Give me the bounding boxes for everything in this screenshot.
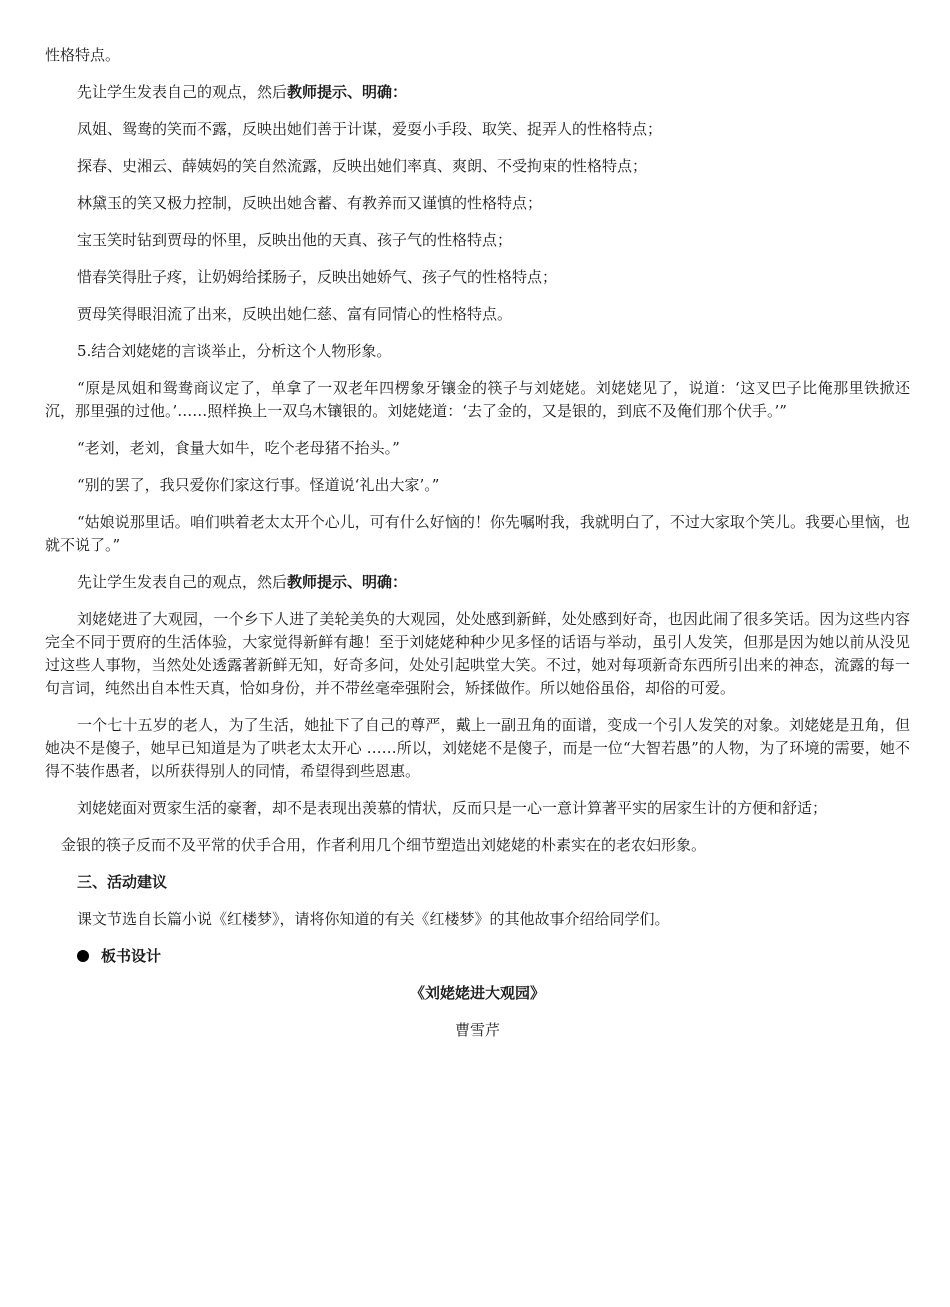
paragraph-teacher-prompt-2 [45,571,910,594]
paragraph-analysis-2: 一个七十五岁的老人，为了生活，她扯下了自己的尊严，戴上一副丑角的面谱，变成一个引人发笑的对象。刘姥姥是丑角，但她决不是傻子，她早已知道是为了哄老太太开心 ……所以，刘姥姥不是傻子，而是一位“大智若愚”的人物，为了环境的需要，她不得不装作愚者，以所获得别人的同情，希望得到些恩惠。 [45,716,910,780]
teacher-prompt-bold: 教师提示、明确： [287,83,408,101]
teacher-prompt-text: 先让学生发表自己的观点，然后 [77,573,288,591]
paragraph-analysis-4: 金银的筷子反而不及平常的伏手合用，作者利用几个细节塑造出刘姥姥的朴素实在的老农妇形象。 [61,836,707,854]
board-design-label: 板书设计 [101,947,162,965]
paragraph-tanchun: 探春、史湘云、薛姨妈的笑自然流露，反映出她们率真、爽朗、不受拘束的性格特点； [77,157,648,175]
quote-chopsticks: “原是凤姐和鸳鸯商议定了，单拿了一双老年四楞象牙镶金的筷子与刘姥姥。刘姥姥见了，说道：‘这叉巴子比俺那里铁掀还沉，那里强的过他。’……照样换上一双乌木镶银的。刘姥姥道：‘去了金的，又是银的，到底不及俺们那个伏手。’” [45,379,910,420]
paragraph-analysis-1: 刘姥姥进了大观园，一个乡下人进了美轮美奂的大观园，处处感到新鲜，处处感到好奇，也因此闹了很多笑话。因为这些内容完全不同于贾府的生活体验，大家觉得新鲜有趣！至于刘姥姥种种少见多怪的话语与举动，虽引人发笑，但那是因为她以前从没见过这些人事物，当然处处透露著新鲜无知，好奇多问，处处引起哄堂大笑。不过，她对每项新奇东西所引出来的神态，流露的每一句言词，纯然出自本性天真，恰如身份，并不带丝毫牵强附会，矫揉做作。所以她俗虽俗，却俗的可爱。 [45,610,910,697]
paragraph-activity: 课文节选自长篇小说《红楼梦》，请将你知道的有关《红楼梦》的其他故事介绍给同学们。 [77,910,670,928]
teacher-prompt-text: 先让学生发表自己的观点，然后 [77,83,288,101]
question-5: 5.结合刘姥姥的言谈举止，分析这个人物形象。 [77,342,392,360]
bullet-icon [77,950,89,962]
teacher-prompt-bold: 教师提示、明确： [287,573,408,591]
paragraph-fengjie: 凤姐、鸳鸯的笑而不露，反映出她们善于计谋，爱耍小手段、取笑、捉弄人的性格特点； [77,120,663,138]
paragraph-teacher-prompt-1 [45,81,910,104]
board-author: 曹雪芹 [454,1021,500,1039]
quote-guniang: “姑娘说那里话。咱们哄着老太太开个心儿，可有什么好恼的！你先嘱咐我，我就明白了，不过大家取个笑儿。我要心里恼，也就不说了。” [45,513,910,554]
paragraph-jiamu: 贾母笑得眼泪流了出来，反映出她仁慈、富有同情心的性格特点。 [77,305,513,323]
quote-laoliu: “老刘，老刘，食量大如牛，吃个老母猪不抬头。” [77,439,400,457]
quote-lichudajia: “别的罢了，我只爱你们家这行事。怪道说‘礼出大家’。” [77,476,440,494]
paragraph-trait-end: 性格特点。 [45,46,121,64]
document-page [45,44,910,1042]
paragraph-daiyu: 林黛玉的笑又极力控制，反映出她含蓄、有教养而又谨慎的性格特点； [77,194,543,212]
board-title: 《刘姥姥进大观园》 [409,984,545,1002]
paragraph-xichun: 惜春笑得肚子疼，让奶姆给揉肠子，反映出她娇气、孩子气的性格特点； [77,268,558,286]
board-design-heading [45,945,910,968]
paragraph-baoyu: 宝玉笑时钻到贾母的怀里，反映出他的天真、孩子气的性格特点； [77,231,513,249]
paragraph-analysis-3: 刘姥姥面对贾家生活的豪奢，却不是表现出羡慕的情状，反而只是一心一意计算著平实的居家生计的方便和舒适； [77,799,828,817]
section-heading-activity: 三、活动建议 [77,873,168,891]
